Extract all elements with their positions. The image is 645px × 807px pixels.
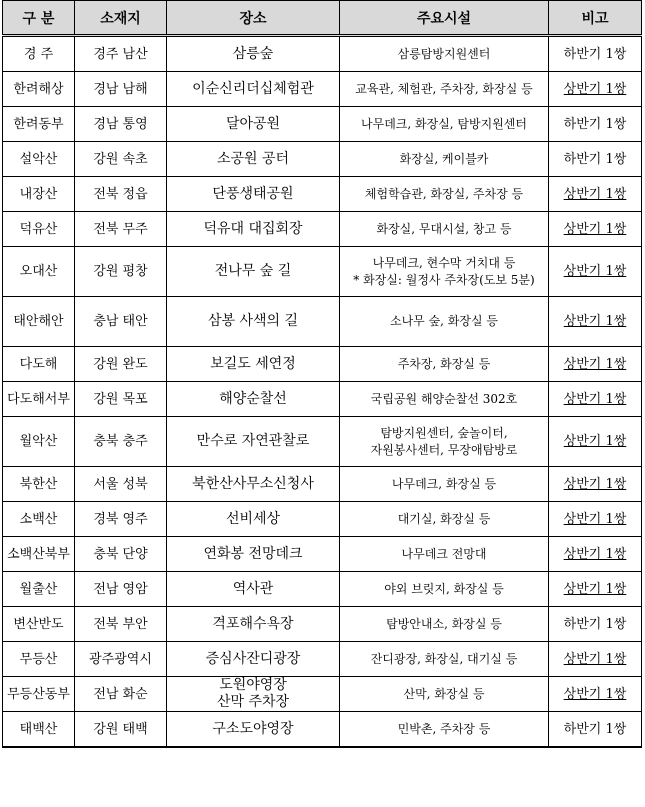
- location-cell: 전남 화순: [75, 677, 167, 712]
- table-row: [3, 382, 642, 417]
- facilities-line: * 화장실: 월정사 주차장(도보 5분): [353, 272, 535, 287]
- facilities-cell: [340, 572, 549, 607]
- note-cell: [549, 677, 642, 712]
- table-row: [3, 247, 642, 297]
- category-cell: 경 주: [3, 36, 75, 72]
- table-row: [3, 502, 642, 537]
- note-cell: [549, 572, 642, 607]
- location-cell: 서울 성북: [75, 467, 167, 502]
- category-cell: 월악산: [3, 417, 75, 467]
- facilities-cell: [340, 247, 549, 297]
- place-cell: [167, 677, 340, 712]
- location-cell: 강원 평창: [75, 247, 167, 297]
- note-text: 하반기 1쌍: [563, 616, 627, 632]
- category-cell: 한려해상: [3, 72, 75, 107]
- location-cell: 충남 태안: [75, 297, 167, 347]
- facilities-cell: [340, 347, 549, 382]
- place-line: 덕유대 대집회장: [203, 220, 303, 237]
- facilities-line: 탐방지원센터, 숲놀이터,: [380, 425, 508, 440]
- facilities-line: 민박촌, 주차장 등: [397, 721, 491, 736]
- location-cell: 충북 충주: [75, 417, 167, 467]
- place-line: 전나무 숲 길: [214, 263, 292, 279]
- place-cell: [167, 212, 340, 247]
- note-cell: [549, 107, 642, 142]
- note-text: 상반기 1쌍: [563, 546, 627, 562]
- note-text: 상반기 1쌍: [563, 221, 627, 237]
- table-row: [3, 347, 642, 382]
- facilities-line: 탐방안내소, 화장실 등: [386, 616, 502, 631]
- category-cell: 다도해서부: [3, 382, 75, 417]
- facilities-line: 나무데크 전망대: [401, 546, 487, 561]
- note-cell: [549, 642, 642, 677]
- place-line: 역사관: [232, 580, 274, 597]
- facilities-cell: [340, 642, 549, 677]
- category-cell: 소백산: [3, 502, 75, 537]
- note-text: 상반기 1쌍: [563, 581, 627, 597]
- location-cell: 강원 완도: [75, 347, 167, 382]
- note-text: 상반기 1쌍: [563, 651, 627, 667]
- header-place: 장소: [167, 1, 340, 36]
- facilities-line: 자원봉사센터, 무장애탐방로: [370, 442, 518, 457]
- place-line: 선비세상: [225, 510, 281, 527]
- place-line: 격포해수욕장: [212, 615, 294, 632]
- table-row: [3, 572, 642, 607]
- facilities-line: 야외 브릿지, 화장실 등: [384, 581, 504, 596]
- facilities-line: 나무데크, 현수막 거치대 등: [372, 255, 516, 270]
- header-category: 구 분: [3, 1, 75, 36]
- place-line: 단풍생태공원: [212, 185, 294, 202]
- facilities-line: 나무데크, 화장실 등: [391, 476, 497, 491]
- category-cell: 내장산: [3, 177, 75, 212]
- category-cell: 오대산: [3, 247, 75, 297]
- table-row: [3, 107, 642, 142]
- facilities-line: 체험학습관, 화장실, 주차장 등: [364, 186, 524, 201]
- facilities-cell: [340, 502, 549, 537]
- category-cell: 한려동부: [3, 107, 75, 142]
- place-line: 해양순찰선: [219, 390, 287, 407]
- category-cell: 소백산북부: [3, 537, 75, 572]
- facilities-cell: [340, 537, 549, 572]
- facilities-cell: [340, 467, 549, 502]
- location-cell: 전남 영암: [75, 572, 167, 607]
- place-line: 북한산사무소신청사: [192, 475, 314, 492]
- place-cell: [167, 537, 340, 572]
- table-row: [3, 467, 642, 502]
- place-cell: [167, 642, 340, 677]
- facilities-line: 잔디광장, 화장실, 대기실 등: [370, 651, 518, 666]
- header-location: 소재지: [75, 1, 167, 36]
- place-line: 보길도 세연정: [210, 355, 296, 372]
- table-row: [3, 537, 642, 572]
- location-cell: 전북 부안: [75, 607, 167, 642]
- note-cell: [549, 36, 642, 72]
- header-facilities: 주요시설: [340, 1, 549, 36]
- facilities-cell: [340, 107, 549, 142]
- place-cell: [167, 247, 340, 297]
- note-text: 상반기 1쌍: [563, 686, 627, 702]
- location-cell: 강원 속초: [75, 142, 167, 177]
- note-text: 하반기 1쌍: [563, 46, 627, 62]
- category-cell: 태백산: [3, 712, 75, 748]
- facilities-line: 삼릉탐방지원센터: [397, 46, 491, 61]
- note-text: 상반기 1쌍: [563, 186, 627, 202]
- table-body: [3, 36, 642, 748]
- place-line: 삼봉 사색의 길: [207, 313, 299, 329]
- facilities-line: 대기실, 화장실 등: [397, 511, 491, 526]
- place-line: 연화봉 전망데크: [203, 545, 303, 562]
- place-line: 산막 주차장: [216, 694, 290, 710]
- category-cell: 덕유산: [3, 212, 75, 247]
- facilities-line: 교육관, 체험관, 주차장, 화장실 등: [355, 81, 533, 96]
- category-cell: 북한산: [3, 467, 75, 502]
- category-cell: 변산반도: [3, 607, 75, 642]
- note-cell: [549, 177, 642, 212]
- location-cell: 경주 남산: [75, 36, 167, 72]
- note-text: 상반기 1쌍: [563, 356, 627, 372]
- location-cell: 전북 무주: [75, 212, 167, 247]
- location-cell: 강원 태백: [75, 712, 167, 748]
- note-text: 하반기 1쌍: [563, 151, 627, 167]
- table-row: [3, 212, 642, 247]
- venue-table: [2, 0, 642, 748]
- place-cell: [167, 142, 340, 177]
- table-row: [3, 607, 642, 642]
- facilities-line: 주차장, 화장실 등: [397, 356, 491, 371]
- place-cell: [167, 177, 340, 212]
- facilities-line: 나무데크, 화장실, 탐방지원센터: [361, 116, 527, 131]
- facilities-line: 화장실, 무대시설, 창고 등: [376, 221, 512, 236]
- note-cell: [549, 502, 642, 537]
- facilities-cell: [340, 607, 549, 642]
- place-cell: [167, 712, 340, 748]
- place-cell: [167, 417, 340, 467]
- note-cell: [549, 537, 642, 572]
- facilities-line: 소나무 숲, 화장실 등: [390, 314, 498, 328]
- place-cell: [167, 107, 340, 142]
- header-note: 비고: [549, 1, 642, 36]
- facilities-cell: [340, 72, 549, 107]
- facilities-cell: [340, 712, 549, 748]
- facilities-cell: [340, 142, 549, 177]
- location-cell: 경남 남해: [75, 72, 167, 107]
- table-row: [3, 72, 642, 107]
- place-cell: [167, 36, 340, 72]
- location-cell: 전북 정읍: [75, 177, 167, 212]
- place-line: 이순신리더십체험관: [192, 80, 314, 97]
- note-cell: [549, 297, 642, 347]
- note-cell: [549, 607, 642, 642]
- location-cell: 충북 단양: [75, 537, 167, 572]
- place-cell: [167, 572, 340, 607]
- category-cell: 설악산: [3, 142, 75, 177]
- category-cell: 무등산: [3, 642, 75, 677]
- note-text: 하반기 1쌍: [563, 721, 627, 737]
- place-cell: [167, 72, 340, 107]
- place-cell: [167, 502, 340, 537]
- note-text: 상반기 1쌍: [563, 81, 627, 97]
- place-cell: [167, 382, 340, 417]
- note-cell: [549, 467, 642, 502]
- note-text: 하반기 1쌍: [563, 116, 627, 132]
- place-line: 만수로 자연관찰로: [196, 433, 310, 449]
- note-text: 상반기 1쌍: [563, 314, 627, 329]
- note-text: 상반기 1쌍: [563, 476, 627, 492]
- place-line: 도원야영장: [219, 677, 287, 693]
- table-row: [3, 642, 642, 677]
- note-cell: [549, 417, 642, 467]
- location-cell: 경남 통영: [75, 107, 167, 142]
- facilities-cell: [340, 382, 549, 417]
- note-text: 상반기 1쌍: [563, 391, 627, 407]
- place-cell: [167, 297, 340, 347]
- location-cell: 광주광역시: [75, 642, 167, 677]
- note-cell: [549, 142, 642, 177]
- note-cell: [549, 72, 642, 107]
- facilities-cell: [340, 177, 549, 212]
- category-cell: 태안해안: [3, 297, 75, 347]
- note-cell: [549, 212, 642, 247]
- note-cell: [549, 712, 642, 748]
- note-text: 상반기 1쌍: [563, 264, 627, 279]
- facilities-cell: [340, 417, 549, 467]
- facilities-cell: [340, 212, 549, 247]
- place-line: 구소도야영장: [212, 720, 294, 737]
- facilities-line: 산막, 화장실 등: [403, 686, 485, 701]
- place-cell: [167, 467, 340, 502]
- table-row: [3, 677, 642, 712]
- note-cell: [549, 247, 642, 297]
- table-row: [3, 417, 642, 467]
- facilities-cell: [340, 297, 549, 347]
- location-cell: 강원 목포: [75, 382, 167, 417]
- facilities-line: 화장실, 케이블카: [399, 151, 489, 166]
- note-cell: [549, 382, 642, 417]
- table-row: [3, 712, 642, 748]
- facilities-line: 국립공원 해양순찰선 302호: [370, 391, 518, 406]
- note-text: 상반기 1쌍: [563, 511, 627, 527]
- place-line: 소공원 공터: [216, 150, 290, 167]
- place-line: 증심사잔디광장: [205, 650, 301, 667]
- note-cell: [549, 347, 642, 382]
- category-cell: 무등산동부: [3, 677, 75, 712]
- note-text: 상반기 1쌍: [563, 434, 627, 449]
- place-cell: [167, 607, 340, 642]
- category-cell: 다도해: [3, 347, 75, 382]
- facilities-cell: [340, 677, 549, 712]
- location-cell: 경북 영주: [75, 502, 167, 537]
- place-line: 삼릉숲: [232, 45, 274, 62]
- header-row: [3, 1, 642, 36]
- table-row: [3, 142, 642, 177]
- facilities-cell: [340, 36, 549, 72]
- place-cell: [167, 347, 340, 382]
- place-line: 달아공원: [225, 115, 281, 132]
- category-cell: 월출산: [3, 572, 75, 607]
- table-row: [3, 297, 642, 347]
- table-row: [3, 177, 642, 212]
- table-row: [3, 36, 642, 72]
